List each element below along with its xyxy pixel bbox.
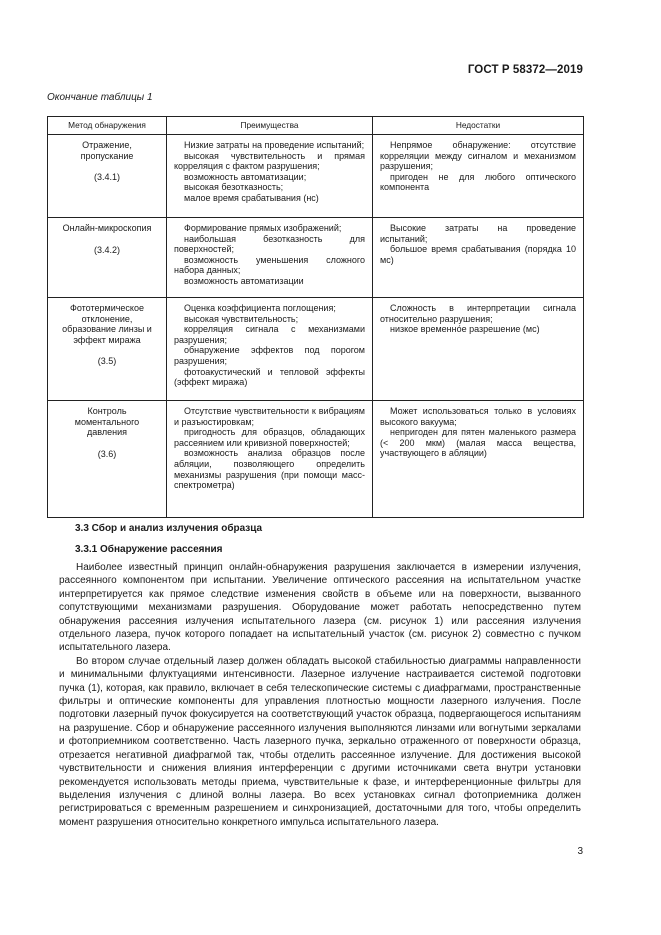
disadvantages-cell [373,298,584,401]
standard-header: ГОСТ Р 58372—2019 [467,64,583,76]
advantage-item: высокая безотказность; [184,182,284,193]
advantage-item: корреляция сигнала с механизмами разрушения; [174,324,365,345]
subsection-heading: 3.3.1 Обнаружение рассеяния [75,544,223,555]
paragraph: Во втором случае отдельный лазер должен обладать высокой стабильностью диаграммы направленности и минимальными флуктуациями интенсивности. Лазерное излучение настраивается системой подготовки пучка (1), которая, как правило, включает в себя телескопические системы с диафрагмами, пространственные фильтры и оптические компоненты для управления плотностью мощности лазерного излучения. После подготовки лазерный пучок фокусируется на соответствующий участок образца, подвергающегося испытаниям на разрушение. Сбор и обнаружение рассеянного излучения выполняются линзами или вогнутыми зеркалами и фотоприемником соответственно. Часть лазерного пучка, зеркально отраженного от поверхности образца, отрезается негативной диафрагмой так, чтобы отделить рассеянное излучение. Для достижения высокой чувствительности и снижения влияния интерференции с другими источниками света внутри установки рекомендуется использовать методы приема, чувствительные к фазе, и интерференционные фильтры для выделения излучения с длиной волны лазера. Во всех установках сигнал фотоприемника должен регистрироваться с временным разрешением и синхронизацией, достаточными для того, чтобы определить момент разрушения относительно конкретного импульса испытательного лазера. [59,655,581,828]
table-row [48,298,584,401]
advantage-item: высокая чувствительность; [184,313,299,324]
column-header-advantages: Преимущества [167,117,373,135]
disadvantages-cell [373,218,584,298]
advantage-item: возможность анализа образцов после абляции, позволяющего определить механизмы разрушения (при помощи масс-спектрометра) [174,448,365,491]
advantage-item: фотоакустический и тепловой эффекты (эффект миража) [174,366,365,388]
method-cell [48,401,167,518]
method-ref: (3.6) [97,448,117,459]
body-text [59,561,581,829]
disadvantage-item: большое время срабатывания (порядка 10 мс) [380,244,576,265]
advantage-item: наибольшая безотказность для поверхностей; [174,233,365,255]
disadvantage-item: Сложность в интерпретации сигнала относительно разрушения; [380,303,576,324]
table-row [48,401,584,518]
disadvantages-cell [373,401,584,518]
table-caption: Окончание таблицы 1 [47,92,153,103]
advantages-cell [167,298,373,401]
method-name: Фототермическое отклонение, образование линзы и эффект миража [62,303,152,345]
advantage-item: Отсутствие чувствительности к вибрациям и разъюстировкам; [174,406,365,427]
advantages-cell [167,401,373,518]
column-header-method: Метод обнаружения [48,117,167,135]
methods-table [47,116,584,518]
column-header-disadvantages: Недостатки [373,117,584,135]
table-header-row [48,117,584,135]
advantage-item: малое время срабатывания (нс) [184,192,319,203]
advantage-item: возможность уменьшения сложного набора данных; [174,254,365,276]
paragraph: Наиболее известный принцип онлайн-обнаружения разрушения заключается в измерении излучения, рассеянного компонентом при испытании. Увеличение оптического рассеяния на испытательном участке интерпретируется как прямое следствие изменения свойств в объеме или на поверхности, вызванного сопутствующими механизмами разрушения. Оборудование может работать непосредственно путем обнаружения рассеяния излучения испытательного лазера (см. рисунок 1) или рассеяния излучения отдельного лазера, пучок которого попадает на испытательный участок (см. рисунок 2) совместно с пучком испытательного лазера. [59,562,581,654]
advantage-item: Формирование прямых изображений; [184,223,342,233]
table-row [48,218,584,298]
method-ref: (3.5) [97,356,117,367]
advantages-cell [167,135,373,218]
advantage-item: Низкие затраты на проведение испытаний; [184,140,365,150]
advantage-item: высокая чувствительность и прямая корреляция с фактом разрушения; [174,150,365,172]
advantage-item: возможность автоматизации [184,275,304,286]
advantage-item: возможность автоматизации; [184,171,307,182]
method-name: Онлайн-микроскопия [62,223,152,233]
advantage-item: обнаружение эффектов под порогом разрушения; [174,345,365,366]
advantage-item: Оценка коэффициента поглощения; [184,303,336,313]
disadvantage-item: Может использоваться только в условиях высокого вакуума; [380,406,576,427]
section-heading: 3.3 Сбор и анализ излучения образца [75,523,263,534]
method-cell [48,218,167,298]
page-number: 3 [577,846,583,857]
method-ref: (3.4.1) [93,172,120,183]
advantages-cell [167,218,373,298]
method-cell [48,135,167,218]
method-name: Отражение, пропускание [80,140,134,161]
method-cell [48,298,167,401]
method-ref: (3.4.2) [93,244,120,255]
disadvantage-item: непригоден для пятен маленького размера (< 200 мкм) (малая масса вещества, участвующего в абляции) [380,427,576,459]
method-name: Контроль моментального давления [74,406,140,438]
disadvantage-item: низкое временно́е разрешение (мс) [390,324,540,335]
disadvantages-cell [373,135,584,218]
table-row [48,135,584,218]
disadvantage-item: Непрямое обнаружение: отсутствие корреляции между сигналом и механизмом разрушения; [380,140,576,172]
disadvantage-item: Высокие затраты на проведение испытаний; [380,223,576,244]
advantage-item: пригодность для образцов, обладающих рассеянием или кривизной поверхностей; [174,427,365,448]
disadvantage-item: пригоден не для любого оптического компонента [380,171,576,193]
